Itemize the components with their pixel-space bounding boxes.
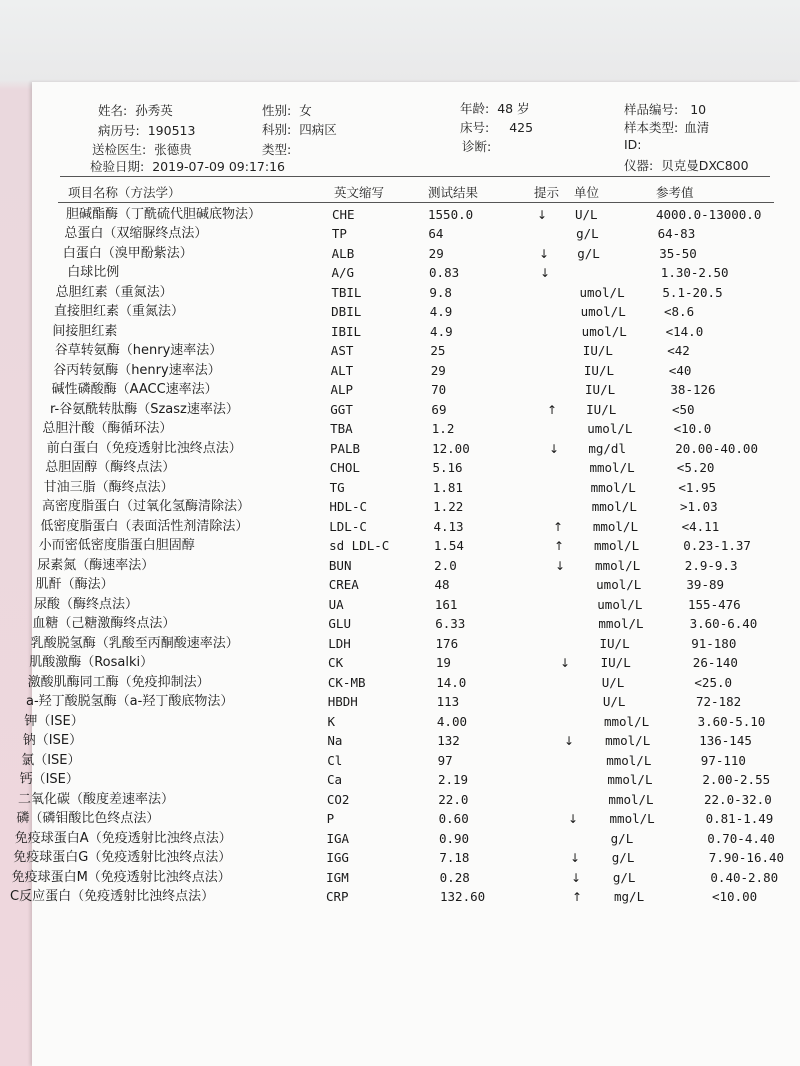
- reference-range: <10.00: [712, 889, 758, 904]
- sample-type-label: 样本类型:: [624, 120, 679, 135]
- sex-label: 性别:: [262, 103, 292, 118]
- test-item-name: 尿酸（酶终点法）: [34, 596, 139, 612]
- table-row: [0, 224, 800, 244]
- test-unit: mmol/L: [589, 460, 635, 476]
- test-item-name: 免疫球蛋白G（免疫透射比浊终点法）: [13, 850, 232, 866]
- table-row: [0, 614, 800, 634]
- test-abbreviation: Na: [327, 733, 343, 749]
- test-result: 1.81: [432, 479, 463, 495]
- test-unit: IU/L: [600, 655, 631, 671]
- reference-range: 0.81-1.49: [705, 811, 774, 827]
- test-result: 64: [428, 226, 444, 242]
- test-abbreviation: ALT: [330, 362, 354, 378]
- test-item-name: 白球比例: [67, 265, 120, 281]
- test-result: 161: [434, 596, 458, 612]
- reference-range: <40: [668, 362, 692, 378]
- reference-range: >1.03: [680, 499, 718, 515]
- reference-range: 39-89: [686, 577, 725, 593]
- test-abbreviation: AST: [330, 343, 354, 359]
- test-unit: IU/L: [599, 635, 630, 651]
- table-row: [0, 790, 800, 810]
- test-unit: IU/L: [586, 401, 617, 417]
- test-abbreviation: LDH: [328, 635, 351, 651]
- test-result: 5.16: [432, 460, 463, 476]
- test-abbreviation: UA: [328, 596, 344, 612]
- table-row: [0, 653, 800, 673]
- test-result: 0.83: [429, 265, 460, 281]
- bed-label: 床号:: [460, 120, 490, 135]
- test-result: 176: [435, 635, 459, 651]
- test-result: 113: [436, 694, 460, 710]
- result-flag-arrow-icon: ↓: [570, 851, 581, 866]
- reference-range: <50: [672, 401, 695, 417]
- reference-range: 1.30-2.50: [660, 265, 729, 281]
- table-row: [0, 751, 800, 771]
- patient-id: [624, 137, 650, 152]
- test-unit: umol/L: [587, 421, 633, 437]
- doctor-label: 送检医生:: [92, 142, 147, 157]
- test-item-name: 免疫球蛋白A（免疫透射比浊终点法）: [14, 830, 232, 846]
- table-row: [0, 536, 800, 556]
- test-unit: U/L: [601, 674, 625, 690]
- test-result: 1.54: [433, 538, 464, 554]
- test-result: 14.0: [436, 674, 467, 690]
- sex-value: 女: [299, 103, 312, 118]
- test-unit: mmol/L: [607, 772, 653, 788]
- table-row: [0, 712, 800, 732]
- reference-range: 155-476: [688, 596, 741, 612]
- test-unit: mmol/L: [606, 752, 652, 768]
- test-item-name: C反应蛋白（免疫透射比浊终点法）: [10, 889, 215, 904]
- table-row: [0, 361, 800, 381]
- test-result: 4.9: [429, 304, 453, 320]
- reference-range: 136-145: [699, 733, 752, 749]
- test-result: 9.8: [429, 284, 452, 300]
- reference-range: <10.0: [673, 421, 712, 437]
- test-result: 0.90: [438, 830, 470, 846]
- test-item-name: 钠（ISE）: [22, 733, 83, 749]
- test-item-name: 肌酸激酶（Rosalki）: [29, 655, 154, 671]
- test-result: 29: [430, 362, 446, 378]
- test-item-name: 血糖（己糖激酶终点法）: [32, 616, 176, 632]
- test-unit: g/L: [610, 830, 634, 846]
- bed-number: [460, 118, 533, 136]
- test-item-name: 谷丙转氨酶（henry速率法）: [53, 362, 221, 378]
- reference-range: 64-83: [657, 226, 696, 242]
- test-unit: mmol/L: [593, 538, 640, 554]
- reference-range: 22.0-32.0: [704, 791, 772, 807]
- result-flag-arrow-icon: ↓: [555, 558, 566, 573]
- sample-type-value: 血清: [684, 120, 710, 135]
- test-abbreviation: ALP: [330, 382, 354, 398]
- test-abbreviation: CRP: [326, 889, 349, 904]
- col-header-abbr: 英文缩写: [334, 185, 385, 200]
- reference-range: 5.1-20.5: [662, 284, 723, 300]
- test-item-name: a-羟丁酸脱氢酶（a-羟丁酸底物法）: [26, 694, 234, 710]
- sample-class: [262, 140, 299, 158]
- reference-range: <42: [667, 343, 690, 359]
- test-unit: mmol/L: [598, 616, 644, 632]
- sample-type: [624, 118, 709, 136]
- table-row: [0, 478, 800, 498]
- age-label: 年龄:: [460, 101, 490, 116]
- table-row: [0, 868, 800, 888]
- test-abbreviation: P: [326, 811, 335, 827]
- table-row: [0, 887, 800, 907]
- test-item-name: 氯（ISE）: [21, 752, 81, 768]
- test-unit: g/L: [576, 226, 599, 242]
- test-abbreviation: LDL-C: [329, 518, 367, 534]
- case-number: [98, 121, 195, 139]
- test-unit: umol/L: [579, 284, 625, 300]
- test-unit: mmol/L: [592, 518, 638, 534]
- test-unit: U/L: [575, 207, 598, 222]
- test-unit: umol/L: [581, 323, 627, 339]
- test-abbreviation: PALB: [329, 440, 361, 456]
- result-flag-arrow-icon: ↓: [539, 246, 550, 261]
- test-abbreviation: TP: [331, 226, 347, 242]
- reference-range: <5.20: [676, 460, 715, 476]
- test-unit: mmol/L: [605, 733, 651, 749]
- test-item-name: r-谷氨酰转肽酶（Szasz速率法）: [50, 401, 239, 417]
- test-item-name: 钙（ISE）: [19, 772, 79, 788]
- test-result: 4.13: [433, 518, 464, 534]
- instrument-value: 贝克曼DXC800: [661, 158, 749, 173]
- dept-value: 四病区: [299, 122, 337, 137]
- result-flag-arrow-icon: ↓: [540, 266, 551, 281]
- diagnosis: [462, 137, 499, 155]
- test-abbreviation: HDL-C: [329, 499, 368, 515]
- date-label: 检验日期:: [90, 159, 145, 174]
- sample-no-value: 10: [690, 102, 707, 117]
- test-result: 1550.0: [428, 207, 474, 222]
- test-unit: mmol/L: [590, 479, 636, 495]
- test-abbreviation: CK-MB: [327, 674, 366, 690]
- header-rule-top: [60, 176, 770, 177]
- reference-range: 4000.0-13000.0: [656, 207, 762, 222]
- doctor-value: 张德贵: [154, 142, 192, 157]
- test-unit: mmol/L: [603, 713, 650, 729]
- test-abbreviation: IGG: [326, 850, 349, 866]
- test-abbreviation: BUN: [328, 557, 352, 573]
- test-abbreviation: sd LDL-C: [329, 538, 390, 554]
- test-item-name: 间接胆红素: [52, 323, 118, 339]
- name-label: 姓名:: [98, 103, 128, 118]
- test-unit: mg/L: [614, 889, 645, 904]
- test-item-name: 前白蛋白（免疫透射比浊终点法）: [46, 440, 242, 456]
- test-result: 19: [435, 655, 451, 671]
- reference-range: 3.60-6.40: [689, 616, 758, 632]
- test-abbreviation: IBIL: [330, 323, 362, 339]
- col-header-unit: 单位: [574, 185, 600, 200]
- result-flag-arrow-icon: ↓: [537, 208, 548, 222]
- result-flag-arrow-icon: ↓: [568, 812, 579, 827]
- reference-range: <8.6: [664, 304, 695, 320]
- test-result: 22.0: [438, 791, 469, 807]
- table-row: [0, 302, 800, 322]
- test-result: 1.22: [433, 499, 464, 515]
- reference-range: 0.40-2.80: [710, 869, 779, 885]
- result-flag-arrow-icon: ↓: [549, 441, 560, 456]
- test-result: 0.28: [439, 869, 470, 885]
- test-abbreviation: Cl: [327, 752, 343, 768]
- table-row: [0, 634, 800, 654]
- test-abbreviation: A/G: [331, 265, 355, 281]
- test-result: 48: [434, 577, 450, 593]
- col-header-flag: 提示: [534, 185, 560, 200]
- test-abbreviation: CHOL: [329, 460, 360, 476]
- test-abbreviation: CREA: [328, 577, 359, 593]
- header-rule-bottom: [58, 202, 774, 203]
- test-abbreviation: IGA: [326, 830, 350, 846]
- result-flag-arrow-icon: ↓: [571, 870, 582, 885]
- result-flag-arrow-icon: ↑: [547, 402, 558, 417]
- test-item-name: 磷（磷钼酸比色终点法）: [16, 811, 160, 827]
- test-abbreviation: TG: [329, 479, 345, 495]
- test-item-name: 钾（ISE）: [24, 713, 84, 729]
- reference-range: <14.0: [665, 323, 704, 339]
- instrument: [624, 156, 749, 174]
- sample-no-label: 样品编号:: [624, 102, 679, 117]
- result-flag-arrow-icon: ↑: [554, 539, 565, 554]
- test-result: 4.00: [436, 713, 468, 729]
- case-no-value: 190513: [147, 123, 196, 138]
- test-item-name: 总胆固醇（酶终点法）: [45, 460, 176, 476]
- test-item-name: 白蛋白（溴甲酚紫法）: [62, 245, 193, 261]
- reference-range: 97-110: [700, 752, 746, 768]
- col-header-ref: 参考值: [656, 185, 694, 200]
- test-result: 69: [431, 401, 447, 417]
- reference-range: 91-180: [691, 635, 737, 651]
- test-abbreviation: GLU: [328, 616, 351, 632]
- reference-range: <1.95: [678, 479, 717, 495]
- result-flag-arrow-icon: ↑: [572, 890, 583, 904]
- table-row: [0, 595, 800, 615]
- test-abbreviation: TBA: [330, 421, 353, 437]
- name-value: 孙秀英: [135, 103, 173, 118]
- col-header-result: 测试结果: [428, 185, 479, 200]
- test-result: 25: [430, 343, 446, 359]
- reference-range: 2.9-9.3: [684, 557, 738, 573]
- table-row: [0, 341, 800, 361]
- type-label: 类型:: [262, 142, 292, 157]
- result-flag-arrow-icon: ↓: [560, 656, 571, 671]
- table-row: [0, 263, 800, 283]
- test-unit: umol/L: [596, 577, 642, 593]
- table-row: [0, 692, 800, 712]
- test-abbreviation: CO2: [326, 791, 350, 807]
- reference-range: 3.60-5.10: [697, 713, 766, 729]
- reference-range: 35-50: [659, 245, 697, 261]
- table-row: [0, 244, 800, 264]
- table-row: [0, 439, 800, 459]
- test-abbreviation: Ca: [327, 772, 343, 788]
- table-row: [0, 419, 800, 439]
- reference-range: 26-140: [692, 655, 738, 671]
- reference-range: 72-182: [696, 694, 742, 710]
- dept-label: 科别:: [262, 122, 292, 137]
- test-item-name: 直接胆红素（重氮法）: [54, 304, 185, 320]
- table-row: [0, 770, 800, 790]
- table-row: [0, 575, 800, 595]
- patient-name: [98, 101, 173, 119]
- test-item-name: 免疫球蛋白M（免疫透射比浊终点法）: [11, 869, 231, 885]
- test-result: 132: [437, 733, 460, 749]
- test-abbreviation: ALB: [331, 245, 355, 261]
- test-abbreviation: HBDH: [327, 694, 358, 710]
- test-item-name: 肌酐（酶法）: [35, 577, 114, 593]
- test-date: [90, 157, 285, 175]
- test-abbreviation: DBIL: [331, 304, 362, 320]
- test-item-name: 总胆红素（重氮法）: [55, 284, 173, 300]
- test-result: 97: [437, 752, 453, 768]
- test-abbreviation: CK: [328, 655, 344, 671]
- test-unit: mmol/L: [595, 557, 641, 573]
- test-result: 70: [431, 382, 447, 398]
- test-unit: IU/L: [585, 382, 616, 398]
- table-row: [0, 205, 800, 225]
- test-item-name: 胆碱酯酶（丁酰硫代胆碱底物法）: [66, 207, 262, 222]
- test-result: 4.9: [430, 323, 453, 339]
- test-abbreviation: TBIL: [331, 284, 362, 300]
- reference-range: 7.90-16.40: [708, 850, 785, 866]
- table-row: [0, 517, 800, 537]
- test-unit: U/L: [602, 694, 626, 710]
- test-unit: mg/dl: [588, 440, 626, 456]
- test-unit: g/L: [612, 869, 636, 885]
- test-result: 0.60: [438, 811, 469, 827]
- instrument-label: 仪器:: [624, 158, 654, 173]
- test-unit: IU/L: [583, 362, 615, 378]
- case-no-label: 病历号:: [98, 123, 140, 138]
- test-result: 6.33: [435, 616, 466, 632]
- test-result: 1.2: [431, 421, 455, 437]
- test-item-name: 乳酸脱氢酶（乳酸至丙酮酸速率法）: [30, 635, 239, 651]
- bed-value: 425: [509, 120, 534, 135]
- diagnosis-label: 诊断:: [462, 139, 492, 154]
- test-abbreviation: K: [327, 713, 336, 729]
- test-result: 29: [428, 245, 444, 261]
- test-result: 132.60: [440, 889, 486, 904]
- test-unit: umol/L: [597, 596, 643, 612]
- table-row: [0, 673, 800, 693]
- reference-range: 38-126: [670, 382, 716, 398]
- table-row: [0, 458, 800, 478]
- reference-range: 0.70-4.40: [707, 830, 775, 846]
- patient-sex: [262, 101, 312, 119]
- report-title-cutoff: [210, 72, 570, 90]
- test-unit: g/L: [577, 245, 600, 261]
- test-result: 2.0: [434, 557, 457, 573]
- col-header-item: 项目名称（方法学）: [68, 185, 181, 200]
- test-abbreviation: IGM: [326, 869, 349, 885]
- test-unit: g/L: [611, 850, 635, 866]
- test-unit: mmol/L: [608, 791, 654, 807]
- age-value: 48 岁: [497, 101, 530, 116]
- date-value: 2019-07-09 09:17:16: [152, 159, 285, 174]
- reference-range: 2.00-2.55: [702, 772, 771, 788]
- table-row: [0, 380, 800, 400]
- id-label: ID:: [624, 137, 642, 152]
- test-unit: mmol/L: [609, 811, 655, 827]
- test-item-name: 小而密低密度脂蛋白胆固醇: [38, 538, 195, 554]
- reference-range: 0.23-1.37: [683, 538, 751, 554]
- result-flag-arrow-icon: ↓: [564, 734, 575, 749]
- table-row: [0, 556, 800, 576]
- test-item-name: 高密度脂蛋白（过氧化氢酶清除法）: [42, 499, 251, 515]
- test-abbreviation: GGT: [330, 401, 353, 417]
- table-row: [0, 731, 800, 751]
- table-row: [0, 322, 800, 342]
- test-item-name: 激酸肌酶同工酶（免疫抑制法）: [27, 674, 210, 690]
- test-item-name: 总蛋白（双缩脲终点法）: [64, 226, 208, 242]
- table-row: [0, 283, 800, 303]
- reference-range: <4.11: [681, 518, 720, 534]
- table-row: [0, 829, 800, 849]
- department: [262, 120, 337, 138]
- table-row: [0, 400, 800, 420]
- test-unit: mmol/L: [591, 499, 637, 515]
- test-result: 12.00: [432, 440, 470, 456]
- reference-range: 20.00-40.00: [675, 440, 758, 456]
- test-item-name: 碱性磷酸酶（AACC速率法）: [51, 382, 218, 398]
- test-result: 7.18: [439, 850, 470, 866]
- table-row: [0, 497, 800, 517]
- test-item-name: 尿素氮（酶速率法）: [37, 557, 155, 573]
- test-item-name: 总胆汁酸（酶循环法）: [42, 421, 173, 437]
- test-unit: IU/L: [582, 343, 613, 359]
- test-unit: umol/L: [580, 304, 626, 320]
- table-row: [0, 848, 800, 868]
- sample-number: [624, 100, 706, 118]
- sending-doctor: [92, 140, 192, 158]
- test-item-name: 甘油三脂（酶终点法）: [43, 479, 174, 495]
- test-result: 2.19: [437, 772, 469, 788]
- test-item-name: 谷草转氨酶（henry速率法）: [54, 343, 223, 359]
- test-item-name: 二氧化碳（酸度差速率法）: [18, 791, 175, 807]
- test-item-name: 低密度脂蛋白（表面活性剂清除法）: [40, 518, 249, 534]
- table-row: [0, 809, 800, 829]
- patient-age: [460, 99, 530, 117]
- reference-range: <25.0: [694, 674, 733, 690]
- result-flag-arrow-icon: ↑: [553, 519, 564, 534]
- test-abbreviation: CHE: [332, 207, 355, 222]
